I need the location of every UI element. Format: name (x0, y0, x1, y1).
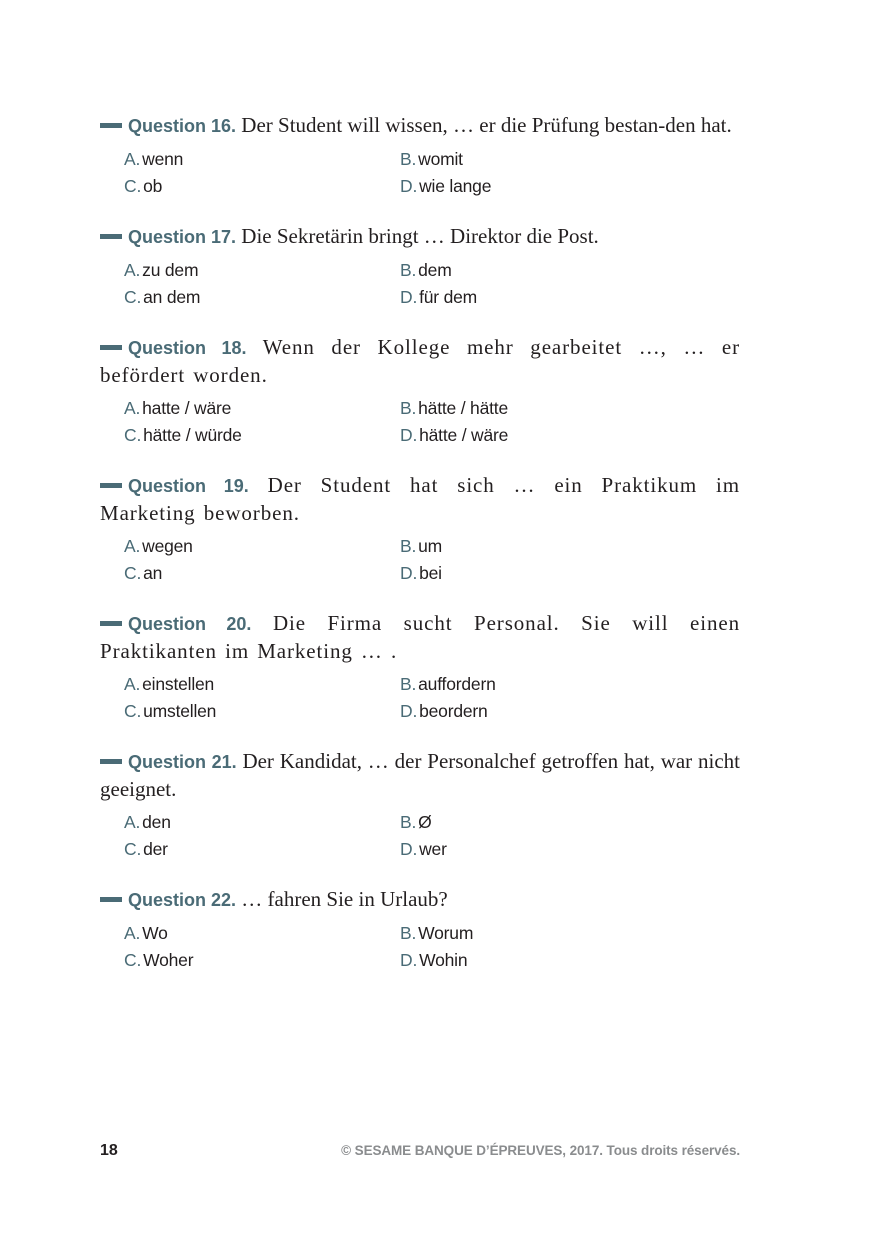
answer-options (124, 673, 740, 723)
answer-options (124, 811, 740, 861)
question-stem (100, 472, 740, 527)
answer-letter: B. (400, 812, 417, 832)
answer-option (124, 922, 400, 945)
answer-letter: B. (400, 260, 417, 280)
question-stem (100, 112, 740, 140)
question-block (100, 112, 740, 198)
answer-letter: D. (400, 701, 418, 721)
answer-text: wegen (142, 536, 193, 556)
question-list (100, 112, 740, 997)
answer-option (124, 286, 400, 309)
answer-text: bei (419, 563, 442, 583)
answer-options (124, 259, 740, 309)
question-text: Der Kandidat, … der Personalchef getroffen hat, war nicht geeignet. (100, 749, 740, 801)
answer-text: beordern (419, 701, 488, 721)
answer-text: hätte / wäre (419, 425, 509, 445)
question-stem (100, 334, 740, 389)
answer-letter: D. (400, 287, 418, 307)
answer-letter: D. (400, 839, 418, 859)
answer-option (400, 562, 640, 585)
answer-option (124, 811, 400, 834)
answer-text: der (143, 839, 168, 859)
answer-text: womit (418, 149, 463, 169)
question-block (100, 223, 740, 309)
answer-letter: A. (124, 674, 141, 694)
answer-letter: A. (124, 149, 141, 169)
answer-text: hätte / würde (143, 425, 242, 445)
answer-letter: C. (124, 839, 142, 859)
answer-text: dem (418, 260, 452, 280)
answer-letter: A. (124, 536, 141, 556)
answer-option (124, 700, 400, 723)
question-bar-icon (100, 483, 122, 488)
answer-option (124, 424, 400, 447)
answer-option (400, 259, 640, 282)
answer-text: Wo (142, 923, 168, 943)
question-text: Die Sekretärin bringt … Direktor die Post. (241, 224, 599, 248)
answer-option (124, 673, 400, 696)
answer-letter: A. (124, 260, 141, 280)
answer-options (124, 397, 740, 447)
answer-text: für dem (419, 287, 478, 307)
answer-letter: B. (400, 398, 417, 418)
answer-letter: B. (400, 149, 417, 169)
answer-letter: D. (400, 563, 418, 583)
copyright-notice: © SESAME BANQUE D’ÉPREUVES, 2017. Tous droits réservés. (341, 1143, 740, 1158)
answer-text: hatte / wäre (142, 398, 232, 418)
question-stem (100, 223, 740, 251)
answer-option (124, 838, 400, 861)
question-bar-icon (100, 759, 122, 764)
question-number: Question 20. (128, 614, 252, 634)
answer-text: wer (419, 839, 447, 859)
answer-options (124, 922, 740, 972)
answer-text: ob (143, 176, 163, 196)
question-text: … fahren Sie in Urlaub? (241, 887, 448, 911)
answer-option (124, 562, 400, 585)
question-block (100, 610, 740, 723)
answer-text: wie lange (419, 176, 492, 196)
question-number: Question 21. (128, 752, 237, 772)
answer-text: zu dem (142, 260, 199, 280)
answer-letter: C. (124, 563, 142, 583)
answer-text: Woher (143, 950, 194, 970)
question-stem (100, 610, 740, 665)
answer-option (124, 535, 400, 558)
answer-option (400, 949, 640, 972)
answer-letter: D. (400, 950, 418, 970)
question-block (100, 472, 740, 585)
answer-text: Ø (418, 812, 432, 832)
answer-letter: B. (400, 923, 417, 943)
page-number: 18 (100, 1142, 118, 1159)
question-number: Question 19. (128, 476, 249, 496)
question-bar-icon (100, 345, 122, 350)
answer-option (400, 535, 640, 558)
answer-text: wenn (142, 149, 184, 169)
question-block (100, 334, 740, 447)
answer-options (124, 148, 740, 198)
answer-option (124, 259, 400, 282)
answer-text: Worum (418, 923, 474, 943)
answer-letter: C. (124, 287, 142, 307)
question-bar-icon (100, 897, 122, 902)
question-number: Question 17. (128, 227, 237, 247)
answer-text: an (143, 563, 163, 583)
answer-option (400, 922, 640, 945)
question-stem (100, 748, 740, 803)
question-bar-icon (100, 123, 122, 128)
answer-option (400, 811, 640, 834)
question-bar-icon (100, 621, 122, 626)
answer-letter: C. (124, 176, 142, 196)
answer-letter: A. (124, 812, 141, 832)
answer-text: Wohin (419, 950, 468, 970)
question-stem (100, 886, 740, 914)
page-footer (100, 1142, 740, 1162)
question-number: Question 22. (128, 890, 237, 910)
question-text: Der Student will wissen, … er die Prüfung bestan-den hat. (241, 113, 732, 137)
question-text: Der Student hat sich … ein Praktikum im Marketing beworben. (100, 473, 740, 525)
answer-option (400, 424, 640, 447)
answer-option (124, 397, 400, 420)
answer-text: umstellen (143, 701, 217, 721)
answer-options (124, 535, 740, 585)
answer-option (124, 175, 400, 198)
question-block (100, 886, 740, 972)
answer-option (400, 175, 640, 198)
answer-option (400, 673, 640, 696)
answer-text: den (142, 812, 171, 832)
answer-letter: C. (124, 701, 142, 721)
answer-option (400, 397, 640, 420)
question-bar-icon (100, 234, 122, 239)
answer-text: auffordern (418, 674, 496, 694)
answer-text: hätte / hätte (418, 398, 508, 418)
answer-option (400, 838, 640, 861)
answer-letter: D. (400, 176, 418, 196)
question-text: Wenn der Kollege mehr gearbeitet …, … er befördert worden. (100, 335, 740, 387)
answer-text: an dem (143, 287, 201, 307)
question-block (100, 748, 740, 861)
question-text: Die Firma sucht Personal. Sie will einen Praktikanten im Marketing … . (100, 611, 741, 663)
answer-option (124, 148, 400, 171)
answer-option (400, 286, 640, 309)
question-number: Question 18. (128, 338, 247, 358)
question-number: Question 16. (128, 116, 237, 136)
answer-text: einstellen (142, 674, 215, 694)
answer-letter: B. (400, 674, 417, 694)
answer-letter: D. (400, 425, 418, 445)
answer-letter: B. (400, 536, 417, 556)
answer-text: um (418, 536, 443, 556)
answer-letter: C. (124, 950, 142, 970)
answer-letter: A. (124, 923, 141, 943)
answer-option (400, 700, 640, 723)
answer-option (400, 148, 640, 171)
answer-letter: C. (124, 425, 142, 445)
answer-option (124, 949, 400, 972)
answer-letter: A. (124, 398, 141, 418)
